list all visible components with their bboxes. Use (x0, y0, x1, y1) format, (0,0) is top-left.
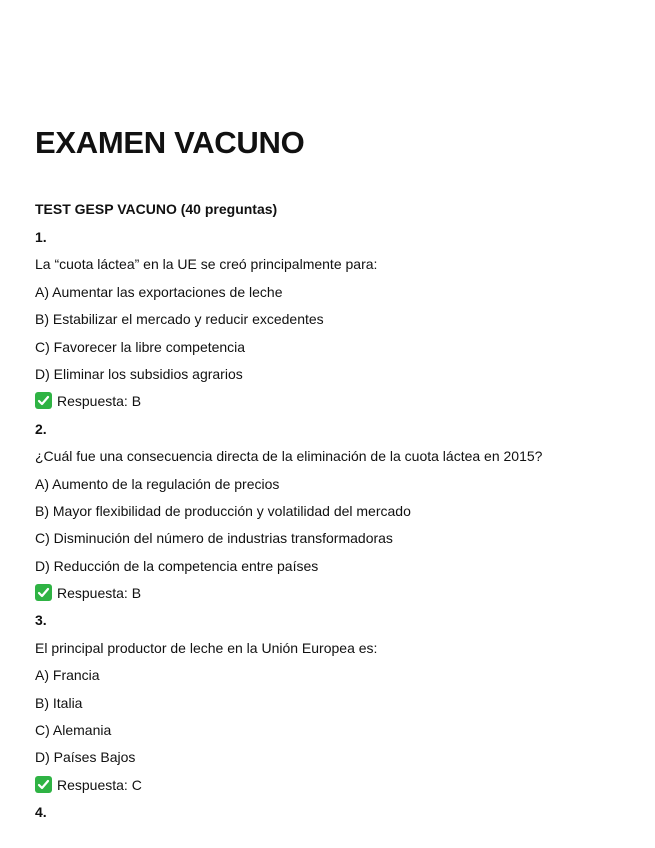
option-c: C) Disminución del número de industrias transformadoras (35, 530, 393, 547)
question-text: La “cuota láctea” en la UE se creó principalmente para: (35, 256, 378, 273)
option-a: A) Francia (35, 667, 100, 684)
answer-line (35, 392, 635, 419)
check-mark-icon (35, 392, 52, 409)
option-a: A) Aumentar las exportaciones de leche (35, 283, 283, 300)
option-d: D) Eliminar los subsidios agrarios (35, 365, 243, 382)
question-number: 4. (35, 804, 47, 821)
answer-text: Respuesta: B (57, 585, 142, 602)
option-d: D) Países Bajos (35, 749, 136, 766)
option-d: D) Reducción de la competencia entre países (35, 557, 319, 574)
question-text: ¿Cuál fue una consecuencia directa de la eliminación de la cuota láctea en 2015? (35, 448, 543, 465)
question-text: El principal productor de leche en la Unión Europea es: (35, 639, 378, 656)
check-mark-icon (35, 584, 52, 601)
answer-line (35, 776, 635, 803)
answer-text: Respuesta: C (57, 776, 142, 793)
option-b: B) Italia (35, 694, 83, 711)
option-b: B) Mayor flexibilidad de producción y volatilidad del mercado (35, 502, 411, 519)
option-c: C) Alemania (35, 722, 112, 739)
page-title: EXAMEN VACUNO (35, 125, 305, 160)
answer-line (35, 584, 635, 611)
question-number: 1. (35, 229, 47, 245)
test-subtitle: TEST GESP VACUNO (40 preguntas) (35, 201, 278, 217)
check-mark-icon (35, 776, 52, 793)
option-c: C) Favorecer la libre competencia (35, 338, 246, 355)
question-list (35, 228, 635, 831)
question-number: 3. (35, 612, 47, 629)
question-number: 2. (35, 420, 47, 437)
option-b: B) Estabilizar el mercado y reducir excedentes (35, 311, 324, 328)
answer-text: Respuesta: B (57, 393, 142, 410)
option-a: A) Aumento de la regulación de precios (35, 475, 280, 492)
